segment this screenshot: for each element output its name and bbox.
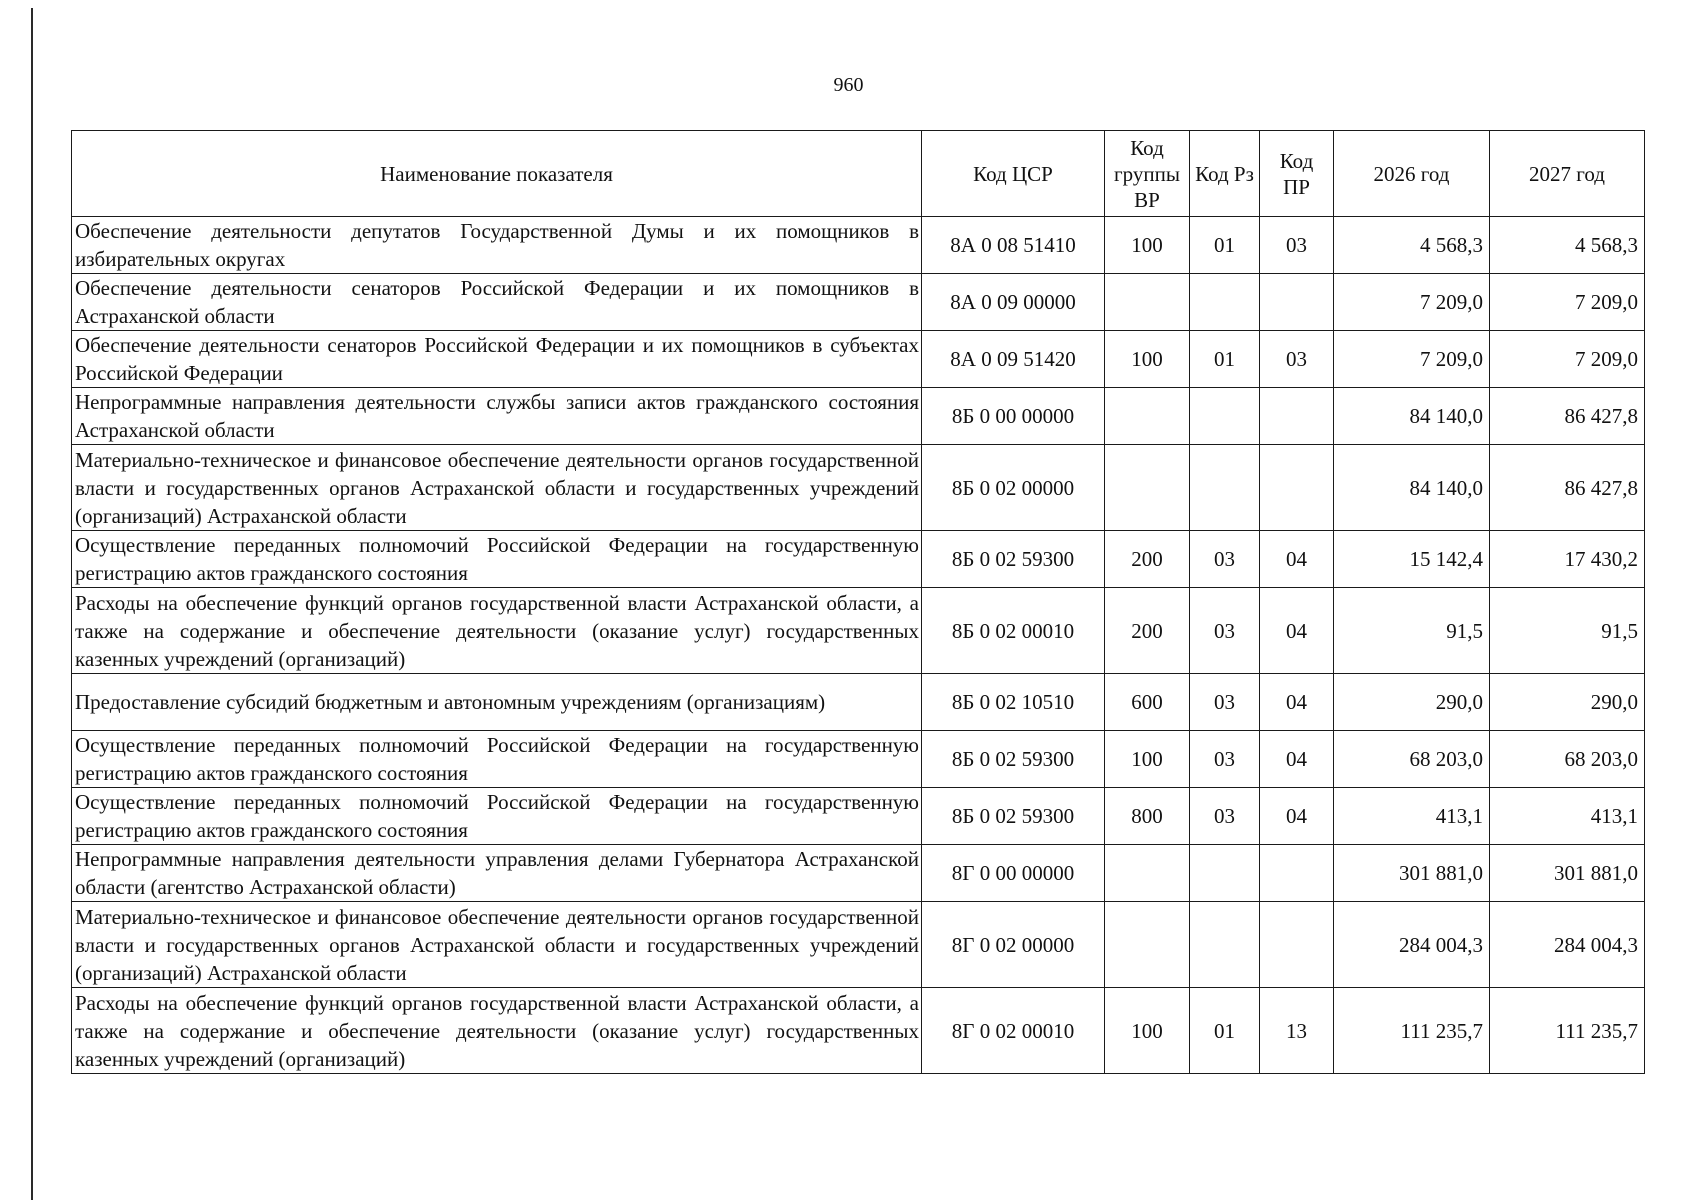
- cell-2027: 301 881,0: [1490, 845, 1645, 902]
- table-row: [72, 274, 1645, 331]
- cell-name: Осуществление переданных полномочий Российской Федерации на государственную регистрацию актов гражданского состояния: [72, 731, 922, 788]
- cell-2027: 7 209,0: [1490, 274, 1645, 331]
- cell-csr: 8А 0 09 00000: [922, 274, 1105, 331]
- table-row: [72, 588, 1645, 674]
- cell-rz: [1190, 845, 1260, 902]
- cell-rz: 01: [1190, 331, 1260, 388]
- cell-2026: 91,5: [1334, 588, 1490, 674]
- table-header-row: [72, 131, 1645, 217]
- cell-2026: 290,0: [1334, 674, 1490, 731]
- cell-vr: 600: [1105, 674, 1190, 731]
- cell-vr: 100: [1105, 731, 1190, 788]
- cell-2026: 84 140,0: [1334, 445, 1490, 531]
- cell-2027: 290,0: [1490, 674, 1645, 731]
- header-rz: Код Рз: [1190, 131, 1260, 217]
- cell-name: Материально-техническое и финансовое обеспечение деятельности органов государственной власти и государственных органов Астраханской области и государственных учреждений (организаций) Астраханской области: [72, 902, 922, 988]
- cell-2027: 91,5: [1490, 588, 1645, 674]
- cell-2026: 84 140,0: [1334, 388, 1490, 445]
- cell-2027: 111 235,7: [1490, 988, 1645, 1074]
- cell-2027: 68 203,0: [1490, 731, 1645, 788]
- cell-csr: 8Г 0 02 00000: [922, 902, 1105, 988]
- header-csr: Код ЦСР: [922, 131, 1105, 217]
- cell-name: Осуществление переданных полномочий Российской Федерации на государственную регистрацию актов гражданского состояния: [72, 788, 922, 845]
- cell-rz: 03: [1190, 531, 1260, 588]
- table-row: [72, 331, 1645, 388]
- cell-vr: [1105, 845, 1190, 902]
- table-row: [72, 388, 1645, 445]
- cell-2026: 111 235,7: [1334, 988, 1490, 1074]
- cell-2026: 7 209,0: [1334, 274, 1490, 331]
- cell-pr: [1260, 388, 1334, 445]
- cell-2027: 7 209,0: [1490, 331, 1645, 388]
- cell-pr: 04: [1260, 731, 1334, 788]
- cell-pr: 03: [1260, 217, 1334, 274]
- cell-vr: 100: [1105, 217, 1190, 274]
- table-row: [72, 731, 1645, 788]
- cell-rz: [1190, 902, 1260, 988]
- table-row: [72, 788, 1645, 845]
- table-row: [72, 217, 1645, 274]
- table-row: [72, 845, 1645, 902]
- cell-name: Расходы на обеспечение функций органов государственной власти Астраханской области, а также на содержание и обеспечение деятельности (оказание услуг) государственных казенных учреждений (организаций): [72, 988, 922, 1074]
- cell-rz: [1190, 388, 1260, 445]
- cell-2026: 4 568,3: [1334, 217, 1490, 274]
- header-2027: 2027 год: [1490, 131, 1645, 217]
- header-vr: Код группы ВР: [1105, 131, 1190, 217]
- table-row: [72, 674, 1645, 731]
- cell-csr: 8Б 0 02 59300: [922, 788, 1105, 845]
- cell-pr: 04: [1260, 588, 1334, 674]
- cell-rz: 03: [1190, 788, 1260, 845]
- cell-vr: 100: [1105, 988, 1190, 1074]
- cell-csr: 8А 0 09 51420: [922, 331, 1105, 388]
- cell-2027: 284 004,3: [1490, 902, 1645, 988]
- cell-name: Непрограммные направления деятельности управления делами Губернатора Астраханской области (агентство Астраханской области): [72, 845, 922, 902]
- cell-2026: 301 881,0: [1334, 845, 1490, 902]
- table-row: [72, 445, 1645, 531]
- table-row: [72, 988, 1645, 1074]
- cell-csr: 8Б 0 02 00000: [922, 445, 1105, 531]
- cell-csr: 8Б 0 02 00010: [922, 588, 1105, 674]
- cell-2027: 86 427,8: [1490, 445, 1645, 531]
- cell-name: Обеспечение деятельности сенаторов Российской Федерации и их помощников в Астраханской области: [72, 274, 922, 331]
- cell-rz: [1190, 445, 1260, 531]
- table-row: [72, 531, 1645, 588]
- cell-csr: 8Г 0 00 00000: [922, 845, 1105, 902]
- cell-vr: [1105, 388, 1190, 445]
- cell-vr: [1105, 902, 1190, 988]
- cell-rz: 01: [1190, 217, 1260, 274]
- cell-csr: 8А 0 08 51410: [922, 217, 1105, 274]
- header-2026: 2026 год: [1334, 131, 1490, 217]
- cell-vr: 100: [1105, 331, 1190, 388]
- cell-name: Осуществление переданных полномочий Российской Федерации на государственную регистрацию актов гражданского состояния: [72, 531, 922, 588]
- cell-2026: 7 209,0: [1334, 331, 1490, 388]
- cell-csr: 8Б 0 02 10510: [922, 674, 1105, 731]
- cell-name: Предоставление субсидий бюджетным и автономным учреждениям (организациям): [72, 674, 922, 731]
- cell-pr: [1260, 845, 1334, 902]
- cell-rz: 03: [1190, 731, 1260, 788]
- cell-pr: 04: [1260, 788, 1334, 845]
- cell-2026: 284 004,3: [1334, 902, 1490, 988]
- cell-rz: [1190, 274, 1260, 331]
- cell-vr: [1105, 274, 1190, 331]
- header-name: Наименование показателя: [72, 131, 922, 217]
- cell-rz: 01: [1190, 988, 1260, 1074]
- header-pr: Код ПР: [1260, 131, 1334, 217]
- cell-rz: 03: [1190, 588, 1260, 674]
- cell-name: Расходы на обеспечение функций органов государственной власти Астраханской области, а также на содержание и обеспечение деятельности (оказание услуг) государственных казенных учреждений (организаций): [72, 588, 922, 674]
- cell-vr: 200: [1105, 531, 1190, 588]
- cell-pr: [1260, 445, 1334, 531]
- cell-2027: 86 427,8: [1490, 388, 1645, 445]
- cell-pr: [1260, 902, 1334, 988]
- table-row: [72, 902, 1645, 988]
- page-number: 960: [833, 74, 864, 96]
- cell-csr: 8Г 0 02 00010: [922, 988, 1105, 1074]
- cell-vr: 200: [1105, 588, 1190, 674]
- cell-csr: 8Б 0 00 00000: [922, 388, 1105, 445]
- cell-pr: 13: [1260, 988, 1334, 1074]
- cell-name: Обеспечение деятельности депутатов Государственной Думы и их помощников в избирательных округах: [72, 217, 922, 274]
- cell-csr: 8Б 0 02 59300: [922, 531, 1105, 588]
- cell-2027: 413,1: [1490, 788, 1645, 845]
- cell-2026: 413,1: [1334, 788, 1490, 845]
- cell-2027: 17 430,2: [1490, 531, 1645, 588]
- cell-pr: 04: [1260, 531, 1334, 588]
- cell-pr: [1260, 274, 1334, 331]
- budget-table: [71, 130, 1645, 1074]
- cell-pr: 03: [1260, 331, 1334, 388]
- scan-edge-line: [31, 8, 33, 1200]
- cell-2027: 4 568,3: [1490, 217, 1645, 274]
- cell-pr: 04: [1260, 674, 1334, 731]
- cell-csr: 8Б 0 02 59300: [922, 731, 1105, 788]
- cell-vr: [1105, 445, 1190, 531]
- cell-2026: 68 203,0: [1334, 731, 1490, 788]
- cell-name: Материально-техническое и финансовое обеспечение деятельности органов государственной власти и государственных органов Астраханской области и государственных учреждений (организаций) Астраханской области: [72, 445, 922, 531]
- cell-vr: 800: [1105, 788, 1190, 845]
- cell-name: Непрограммные направления деятельности службы записи актов гражданского состояния Астраханской области: [72, 388, 922, 445]
- cell-rz: 03: [1190, 674, 1260, 731]
- cell-name: Обеспечение деятельности сенаторов Российской Федерации и их помощников в субъектах Российской Федерации: [72, 331, 922, 388]
- cell-2026: 15 142,4: [1334, 531, 1490, 588]
